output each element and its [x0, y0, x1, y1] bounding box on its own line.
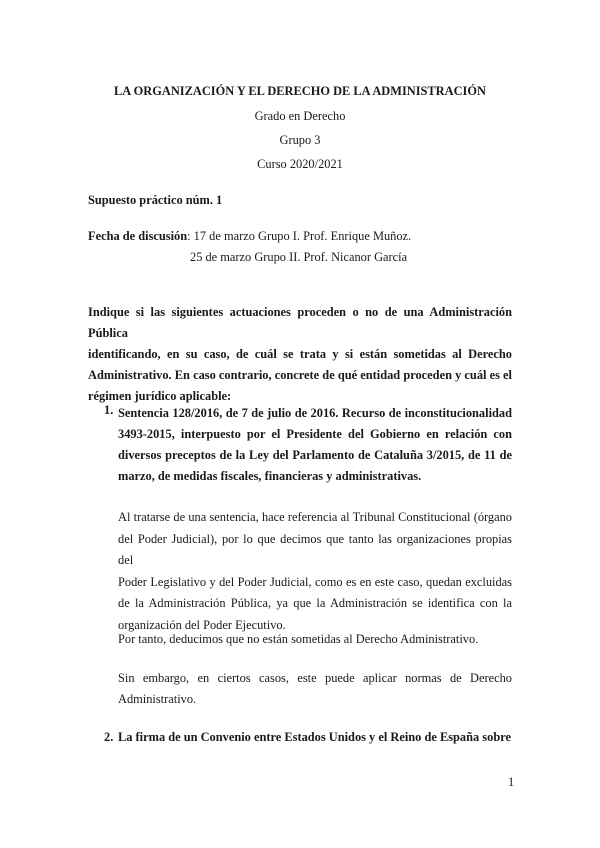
instructions-line: identificando, en su caso, de cuál se trata y si están sometidas al Derecho — [88, 347, 512, 361]
group-line: Grupo 3 — [279, 133, 321, 147]
document-title: LA ORGANIZACIÓN Y EL DERECHO DE LA ADMINISTRACIÓN — [114, 84, 486, 98]
discussion-label: Fecha de discusión — [88, 229, 188, 243]
answer-line: Sin embargo, en ciertos casos, este puede aplicar normas de Derecho — [118, 671, 512, 685]
instructions-line: Indique si las siguientes actuaciones proceden o no de una Administración Pública — [88, 305, 512, 340]
item-number: 2. — [104, 730, 114, 744]
item-number: 1. — [104, 403, 114, 417]
instructions-line: régimen jurídico aplicable: — [88, 389, 232, 403]
answer-line: de la Administración Pública, ya que la Administración se identifica con la — [118, 596, 512, 610]
item-2-line: La firma de un Convenio entre Estados Unidos y el Reino de España sobre — [118, 730, 511, 744]
answer-line: Poder Legislativo y del Poder Judicial, como es en este caso, quedan excluidas — [118, 574, 512, 589]
course-line: Curso 2020/2021 — [257, 157, 343, 171]
answer-line: del Poder Judicial), por lo que decimos que tanto las organizaciones propias del — [118, 531, 512, 567]
answer-line: Administrativo. — [118, 692, 197, 706]
answer-line: Al tratarse de una sentencia, hace referencia al Tribunal Constitucional (órgano — [118, 510, 512, 524]
answer-paragraph-3 — [118, 668, 512, 710]
item-1-line: Sentencia 128/2016, de 7 de julio de 2016. Recurso de inconstitucionalidad — [118, 406, 512, 420]
instructions-line: Administrativo. En caso contrario, concrete de qué entidad proceden y cuál es el — [88, 368, 512, 382]
answer-paragraph-2: Por tanto, deducimos que no están sometidas al Derecho Administrativo. — [118, 632, 479, 646]
degree-line: Grado en Derecho — [254, 109, 346, 123]
answer-line: organización del Poder Ejecutivo. — [118, 617, 286, 632]
item-1-text — [118, 403, 512, 487]
discussion-date-1: : 17 de marzo Grupo I. Prof. Enrique Muñoz. — [187, 229, 412, 243]
discussion-line-2: 25 de marzo Grupo II. Prof. Nicanor García — [190, 250, 408, 264]
discussion-line-1 — [88, 229, 411, 244]
item-1-line: diversos preceptos de la Ley del Parlamento de Cataluña 3/2015, de 11 de — [118, 448, 512, 462]
instructions — [88, 302, 512, 407]
answer-paragraph-1 — [118, 507, 512, 636]
case-title: Supuesto práctico núm. 1 — [88, 193, 223, 207]
item-1-line: 3493-2015, interpuesto por el Presidente del Gobierno en relación con — [118, 427, 512, 441]
page-number: 1 — [508, 775, 515, 789]
item-1-line: marzo, de medidas fiscales, financieras y administrativas. — [118, 469, 422, 483]
